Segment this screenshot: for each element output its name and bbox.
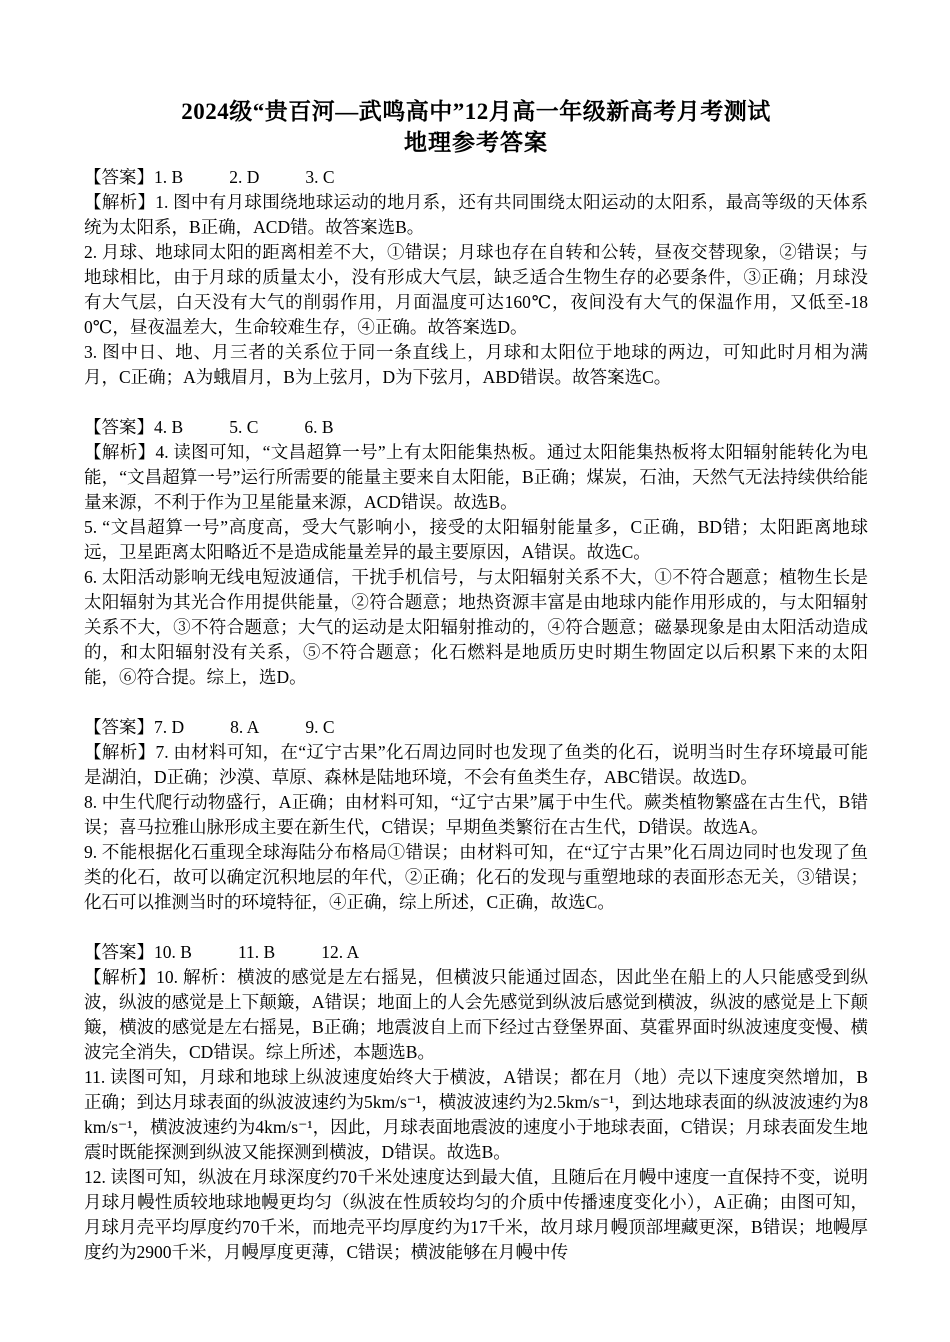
explanation-paragraph: 6. 太阳活动影响无线电短波通信，干扰手机信号，与太阳辐射关系不大，①不符合题意；植物生长是太阳辐射为其光合作用提供能量，②符合题意；地热资源丰富是由地球内能作用形成的，与太阳辐射关系不大，③不符合题意；大气的运动是太阳辐射推动的，④符合题意；磁暴现象是由太阳活动造成的，和太阳辐射没有关系，⑤不符合题意；化石燃料是地质历史时期生物固定以后积累下来的太阳能，⑥符合提。综上，选D。 [84,567,868,687]
explanation-paragraph: 【解析】1. 图中有月球围绕地球运动的地月系，还有共同围绕太阳运动的太阳系，最高等级的天体系统为太阳系，B正确，ACD错。故答案选B。 [84,192,868,237]
answer-line [84,415,868,440]
answer-label: 【答案】 [84,942,154,962]
answer-label: 【答案】 [84,417,154,437]
answer-item: 8. A [230,717,260,737]
explanation-paragraph: 【解析】7. 由材料可知，在“辽宁古果”化石周边同时也发现了鱼类的化石，说明当时生存环境最可能是湖泊，D正确；沙漠、草原、森林是陆地环境，不会有鱼类生存，ABC错误。故选D。 [84,742,868,787]
answer-section-q4-6 [84,415,868,690]
answer-item: 11. B [237,942,276,962]
answer-item: 2. D [229,167,260,187]
answer-item: 12. A [321,942,360,962]
answer-item: 4. B [154,417,184,437]
answer-section-q7-9 [84,715,868,915]
answer-line [84,165,868,190]
explanation-paragraph: 11. 读图可知，月球和地球上纵波速度始终大于横波，A错误；都在月（地）壳以下速度突然增加，B正确；到达月球表面的纵波波速约为5km/s⁻¹，横波波速约为2.5km/s⁻¹，到达地球表面的纵波波速约为8km/s⁻¹，横波波速约为4km/s⁻¹，因此，月球表面地震波的速度小于地球表面，C错误；月球表面发生地震时既能探测到纵波又能探测到横波，D错误。故选B。 [84,1067,868,1162]
explanation-paragraph: 5. “文昌超算一号”高度高，受大气影响小，接受的太阳辐射能量多，C正确，BD错；太阳距离地球远，卫星距离太阳略近不是造成能量差异的最主要原因，A错误。故选C。 [84,517,868,562]
answer-label: 【答案】 [84,167,154,187]
explanation-paragraph: 【解析】4. 读图可知，“文昌超算一号”上有太阳能集热板。通过太阳能集热板将太阳辐射能转化为电能，“文昌超算一号”运行所需要的能量主要来自太阳能，B正确；煤炭，石油，天然气无法持续供给能量来源，不利于作为卫星能量来源，ACD错误。故选B。 [84,442,868,512]
answer-section-q1-3 [84,165,868,390]
answer-line [84,715,868,740]
document-title: 2024级“贵百河—武鸣高中”12月高一年级新高考月考测试 [181,99,771,124]
answer-item: 6. B [304,417,334,437]
answer-item: 10. B [154,942,192,962]
explanation-paragraph: 2. 月球、地球同太阳的距离相差不大，①错误；月球也存在自转和公转，昼夜交替现象，②错误；与地球相比，由于月球的质量太小，没有形成大气层，缺乏适合生物生存的必要条件，③正确；月球没有大气层，白天没有大气的削弱作用，月面温度可达160℃，夜间没有大气的保温作用，又低至-180℃，昼夜温差大，生命较难生存，④正确。故答案选D。 [84,242,868,337]
explanation-paragraph: 8. 中生代爬行动物盛行，A正确；由材料可知，“辽宁古果”属于中生代。蕨类植物繁盛在古生代，B错误；喜马拉雅山脉形成主要在新生代，C错误；早期鱼类繁衍在古生代，D错误。故选A。 [84,792,868,837]
explanation-paragraph: 9. 不能根据化石重现全球海陆分布格局①错误；由材料可知，在“辽宁古果”化石周边同时也发现了鱼类的化石，故可以确定沉积地层的年代，②正确；化石的发现与重塑地球的表面形态无关，③错误；化石可以推测当时的环境特征，④正确，综上所述，C正确，故选C。 [84,842,868,912]
answer-item: 9. C [305,717,335,737]
answer-section-q10-12 [84,940,868,1265]
answer-item: 1. B [154,167,184,187]
answer-item: 3. C [305,167,335,187]
answer-line [84,940,868,965]
document-subtitle: 地理参考答案 [404,130,548,155]
explanation-paragraph: 12. 读图可知，纵波在月球深度约70千米处速度达到最大值，且随后在月幔中速度一直保持不变，说明月球月幔性质较地球地幔更均匀（纵波在性质较均匀的介质中传播速度变化小），A正确；由图可知，月球月壳平均厚度约70千米，而地壳平均厚度约为17千米，故月球月幔顶部埋藏更深，B错误；地幔厚度约为2900千米，月幔厚度更薄，C错误；横波能够在月幔中传 [84,1167,868,1262]
explanation-paragraph: 3. 图中日、地、月三者的关系位于同一条直线上，月球和太阳位于地球的两边，可知此时月相为满月，C正确；A为蛾眉月，B为上弦月，D为下弦月，ABD错误。故答案选C。 [84,342,868,387]
explanation-paragraph: 【解析】10. 解析：横波的感觉是左右摇晃，但横波只能通过固态，因此坐在船上的人只能感受到纵波，纵波的感觉是上下颠簸，A错误；地面上的人会先感觉到纵波后感觉到横波，纵波的感觉是上下颠簸，横波的感觉是左右摇晃，B正确；地震波自上而下经过古登堡界面、莫霍界面时纵波速度变慢、横波完全消失，CD错误。综上所述，本题选B。 [84,967,868,1062]
answer-item: 7. D [154,717,185,737]
answer-label: 【答案】 [84,717,154,737]
answer-item: 5. C [229,417,259,437]
